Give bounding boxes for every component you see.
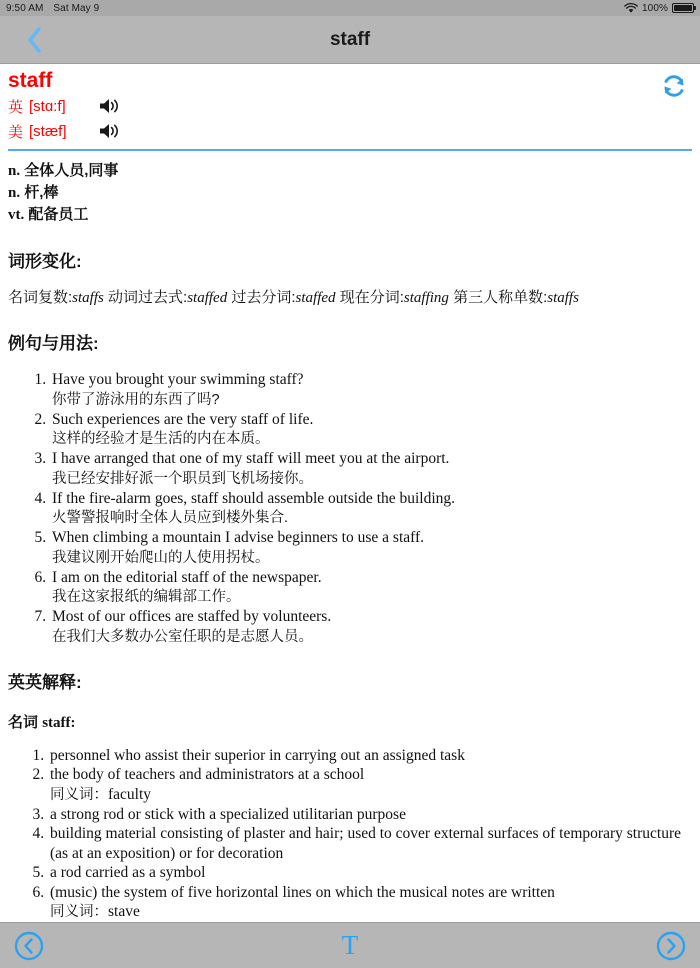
page-title: staff: [329, 28, 371, 50]
speaker-icon-us[interactable]: [99, 121, 121, 141]
english-definition-item: [48, 765, 692, 805]
sense-pos: vt.: [8, 207, 25, 224]
header-divider: [8, 149, 692, 151]
english-definition-list: [48, 746, 692, 923]
status-bar-date: Sat May 9: [53, 2, 100, 14]
sense-item: [8, 204, 692, 226]
example-item: [50, 370, 692, 410]
sense-text: 杆,棒: [24, 184, 59, 202]
word-form-label: 动词过去式:: [108, 289, 188, 307]
example-item: [50, 528, 692, 568]
speaker-icon: [99, 97, 120, 115]
example-chinese: 我在这家报纸的编辑部工作。: [52, 589, 241, 606]
circled-chevron-left-icon: [14, 931, 44, 961]
pronunciation-lang-uk: 英: [8, 98, 24, 116]
example-chinese: 在我们大多数办公室任职的是志愿人员。: [52, 628, 313, 645]
refresh-button[interactable]: [660, 72, 688, 100]
example-chinese: 这样的经验才是生活的内在本质。: [52, 431, 270, 448]
example-english: 5. When climbing a mountain I advise beginners to use a staff.: [52, 529, 425, 547]
pronunciation-row-uk: [8, 94, 692, 118]
speaker-icon: [99, 122, 120, 140]
word-form-label: 名词复数:: [8, 289, 73, 307]
bottom-toolbar: [0, 922, 700, 968]
word-form-label: 现在分词:: [339, 289, 404, 307]
text-size-button[interactable]: T: [341, 930, 359, 961]
synonym-line: [50, 902, 692, 922]
example-chinese: 火警警报响时全体人员应到楼外集合.: [52, 510, 289, 527]
english-definition-text: building material consisting of plaster and hair; used to cover external surfaces of temporary structure (as at an exposition) or for decoration: [50, 825, 681, 862]
english-definition-text: personnel who assist their superior in carrying out an assigned task: [50, 746, 465, 764]
english-defs-pos-label: 名词: [8, 713, 39, 731]
example-item: [50, 607, 692, 647]
example-english: 1. Have you brought your swimming staff?: [52, 371, 304, 389]
example-chinese: 我建议刚开始爬山的人使用拐杖。: [52, 549, 270, 566]
word-form-label: 第三人称单数:: [453, 289, 548, 307]
next-entry-button[interactable]: [656, 931, 686, 961]
word-form-value: staffing: [403, 290, 449, 307]
pronunciation-row-us: [8, 119, 692, 143]
example-chinese: 你带了游泳用的东西了吗?: [52, 391, 220, 408]
example-english: 7. Most of our offices are staffed by volunteers.: [52, 608, 332, 626]
english-defs-pos-word: staff:: [42, 714, 76, 731]
pronunciation-ipa-uk: [stɑ:f]: [29, 97, 66, 115]
english-definition-item: [48, 746, 692, 766]
sense-text: 全体人员,同事: [24, 162, 119, 180]
sense-item: [8, 182, 692, 204]
english-definition-text: (music) the system of five horizontal lines on which the musical notes are written: [50, 883, 555, 901]
english-definition-text: a rod carried as a symbol: [50, 864, 206, 882]
headword: staff: [8, 69, 53, 92]
section-title-examples: 例句与用法:: [8, 334, 99, 354]
sense-item: [8, 160, 692, 182]
wifi-icon: [624, 3, 638, 14]
word-form-label: 过去分词:: [231, 289, 296, 307]
english-definition-text: the body of teachers and administrators at a school: [50, 766, 365, 784]
synonym-label: 同义词：: [50, 786, 108, 803]
navigation-bar: [0, 16, 700, 64]
section-title-english-defs: 英英解释:: [8, 672, 82, 692]
english-defs-pos-header: [8, 711, 692, 732]
example-item: [50, 410, 692, 450]
chevron-left-icon: [27, 27, 43, 53]
example-english: 4. If the fire-alarm goes, staff should assemble outside the building.: [52, 489, 456, 507]
pronunciation-ipa-us: [stæf]: [29, 122, 67, 140]
back-button[interactable]: [18, 23, 52, 57]
synonym-value: stave: [108, 903, 140, 921]
refresh-icon: [660, 72, 688, 100]
synonym-value: faculty: [108, 785, 152, 803]
example-english: 2. Such experiences are the very staff of life.: [52, 410, 314, 428]
example-list: [50, 370, 692, 647]
example-english: 3. I have arranged that one of my staff will meet you at the airport.: [52, 450, 450, 468]
synonym-label: 同义词：: [50, 904, 108, 921]
word-forms-line: [8, 288, 692, 308]
english-definition-item: [48, 883, 692, 923]
example-chinese: 我已经安排好派一个职员到飞机场接你。: [52, 470, 313, 487]
word-form-value: staffs: [547, 290, 579, 307]
status-bar: [0, 0, 700, 16]
status-bar-time: 9:50 AM: [6, 2, 44, 14]
status-bar-indicators: [624, 3, 694, 14]
word-header: [8, 64, 692, 143]
word-form-value: staffed: [295, 290, 336, 307]
english-definition-item: [48, 824, 692, 863]
word-form-value: staffs: [72, 290, 104, 307]
english-definition-item: [48, 863, 692, 883]
example-item: [50, 568, 692, 608]
section-title-word-forms: 词形变化:: [8, 252, 82, 272]
battery-icon: [672, 3, 694, 13]
previous-entry-button[interactable]: [14, 931, 44, 961]
english-definition-text: a strong rod or stick with a specialized utilitarian purpose: [50, 805, 406, 823]
english-definition-item: [48, 805, 692, 825]
pronunciation-lang-us: 美: [8, 123, 24, 141]
sense-pos: n.: [8, 185, 21, 202]
synonym-line: [50, 785, 692, 805]
circled-chevron-right-icon: [656, 931, 686, 961]
sense-list: [8, 160, 692, 226]
word-form-value: staffed: [187, 290, 228, 307]
example-english: 6. I am on the editorial staff of the newspaper.: [52, 568, 322, 586]
sense-pos: n.: [8, 163, 21, 180]
battery-percent-label: 100%: [642, 2, 668, 14]
sense-text: 配备员工: [28, 206, 89, 224]
example-item: [50, 489, 692, 529]
example-item: [50, 449, 692, 489]
entry-content: [0, 64, 700, 922]
speaker-icon-uk[interactable]: [99, 96, 121, 116]
